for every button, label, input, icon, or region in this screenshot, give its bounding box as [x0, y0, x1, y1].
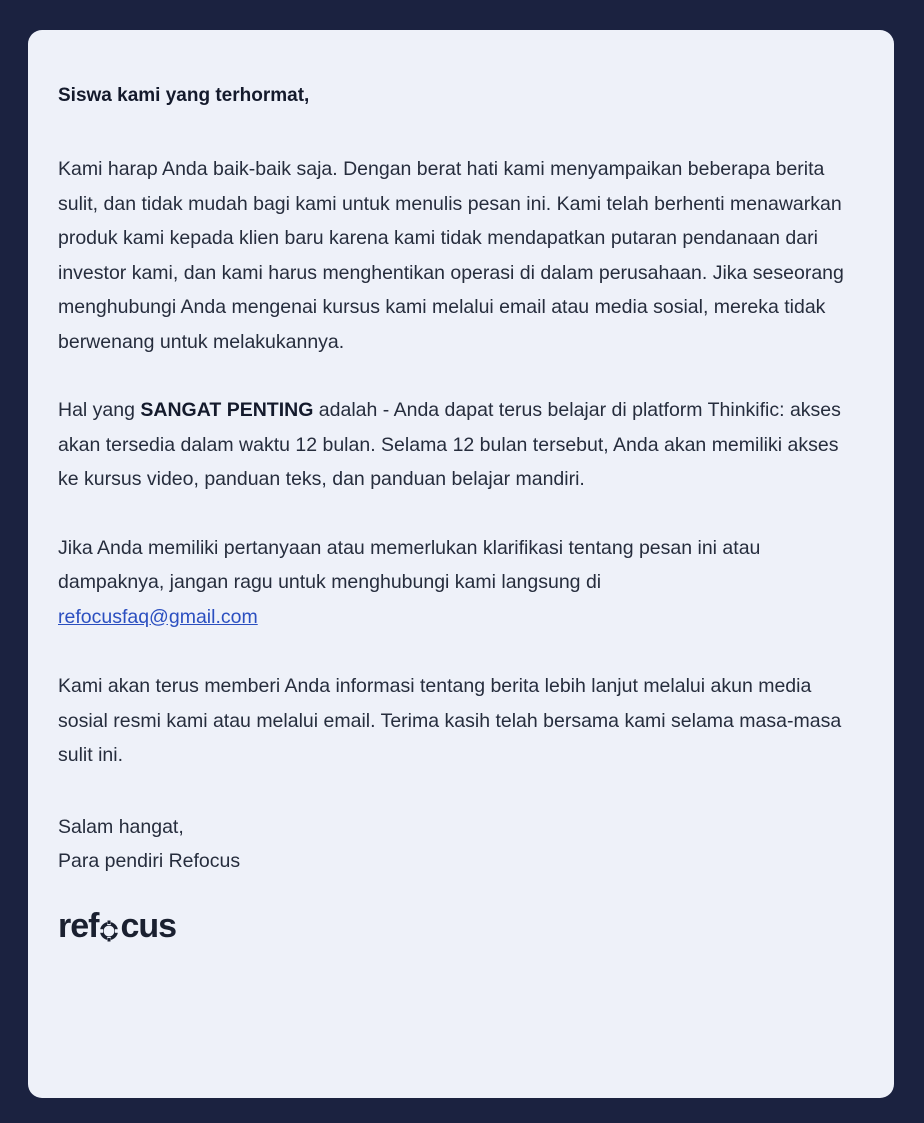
contact-text: Jika Anda memiliki pertanyaan atau memerlukan klarifikasi tentang pesan ini atau dampaknya, jangan ragu untuk menghubungi kami langsung di — [58, 536, 761, 593]
paragraph-contact — [58, 531, 858, 635]
signoff-greeting: Salam hangat, — [58, 815, 184, 838]
emphasis-text: SANGAT PENTING — [140, 399, 314, 421]
logo-text-start: ref — [58, 906, 99, 945]
signoff — [58, 810, 858, 878]
paragraph-announcement: Kami harap Anda baik-baik saja. Dengan berat hati kami menyampaikan beberapa berita sulit, dan tidak mudah bagi kami untuk menulis pesan ini. Kami telah berhenti menawarkan produk kami kepada klien baru karena kami tidak mendapatkan putaran pendanaan dari investor kami, dan kami harus menghentikan operasi di dalam perusahaan. Jika seseorang menghubungi Anda mengenai kursus kami melalui email atau media sosial, mereka tidak berwenang untuk melakukannya. — [58, 158, 844, 353]
paragraph-access-info — [58, 393, 858, 497]
refocus-o-mark-icon — [98, 906, 120, 946]
signoff-signature: Para pendiri Refocus — [58, 849, 241, 872]
access-info-body: adalah - Anda dapat terus belajar di platform Thinkific: akses akan tersedia dalam waktu 12 bulan. Selama 12 bulan tersebut, Anda akan memiliki akses ke kursus video, panduan teks, dan panduan belajar mandiri. — [58, 399, 841, 490]
refocus-logo — [58, 906, 858, 946]
email-card — [28, 30, 894, 1098]
greeting: Siswa kami yang terhormat, — [58, 85, 310, 106]
paragraph-updates: Kami akan terus memberi Anda informasi tentang berita lebih lanjut melalui akun media sosial resmi kami atau melalui email. Terima kasih telah bersama kami selama masa-masa sulit ini. — [58, 675, 842, 766]
logo-text-end: cus — [120, 906, 177, 945]
contact-email-link[interactable]: refocusfaq@gmail.com — [58, 605, 258, 628]
access-info-lead: Hal yang — [58, 399, 141, 421]
